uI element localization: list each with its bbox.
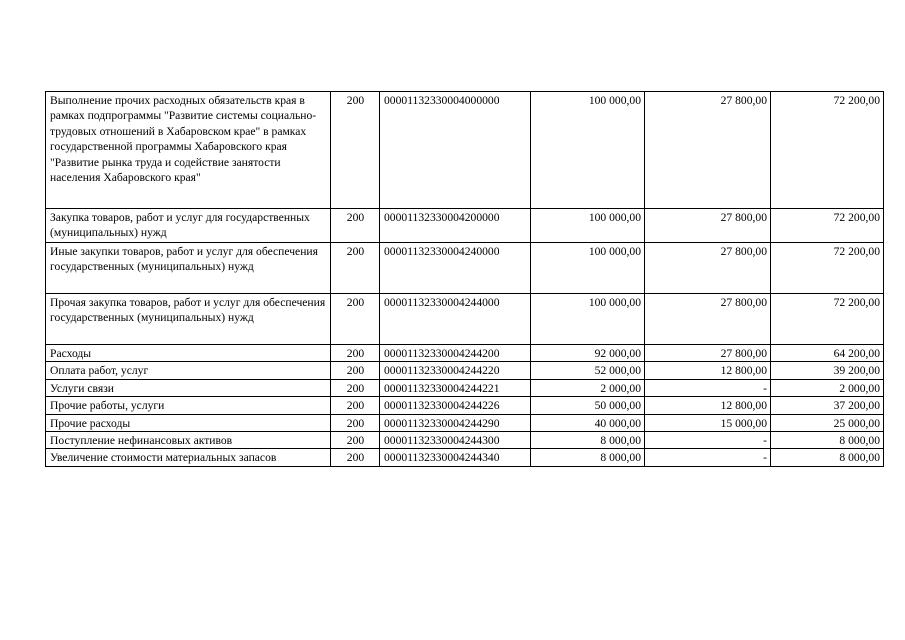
row-name: Услуги связи bbox=[46, 379, 331, 396]
row-kbk: 00001132330004244200 bbox=[380, 345, 531, 362]
row-code: 200 bbox=[331, 243, 380, 294]
row-code: 200 bbox=[331, 362, 380, 379]
table-row bbox=[46, 92, 884, 209]
row-rest: 8 000,00 bbox=[771, 449, 884, 466]
row-kbk: 00001132330004000000 bbox=[380, 92, 531, 209]
row-exec: 27 800,00 bbox=[645, 92, 771, 209]
row-rest: 39 200,00 bbox=[771, 362, 884, 379]
row-name: Расходы bbox=[46, 345, 331, 362]
row-exec: - bbox=[645, 379, 771, 396]
row-code: 200 bbox=[331, 209, 380, 243]
row-rest: 25 000,00 bbox=[771, 414, 884, 431]
row-rest: 72 200,00 bbox=[771, 209, 884, 243]
row-plan: 100 000,00 bbox=[531, 294, 645, 345]
row-name: Поступление нефинансовых активов bbox=[46, 432, 331, 449]
row-plan: 8 000,00 bbox=[531, 449, 645, 466]
row-name: Закупка товаров, работ и услуг для государственных (муниципальных) нужд bbox=[46, 209, 331, 243]
row-name: Прочие работы, услуги bbox=[46, 397, 331, 414]
row-exec: 12 800,00 bbox=[645, 362, 771, 379]
row-kbk: 00001132330004244290 bbox=[380, 414, 531, 431]
row-code: 200 bbox=[331, 345, 380, 362]
row-rest: 2 000,00 bbox=[771, 379, 884, 396]
row-code: 200 bbox=[331, 449, 380, 466]
row-name: Увеличение стоимости материальных запасов bbox=[46, 449, 331, 466]
row-rest: 37 200,00 bbox=[771, 397, 884, 414]
table-row bbox=[46, 432, 884, 449]
row-name: Прочие расходы bbox=[46, 414, 331, 431]
table-row bbox=[46, 397, 884, 414]
row-name: Иные закупки товаров, работ и услуг для обеспечения государственных (муниципальных) нужд bbox=[46, 243, 331, 294]
row-plan: 100 000,00 bbox=[531, 209, 645, 243]
row-rest: 72 200,00 bbox=[771, 243, 884, 294]
row-exec: 15 000,00 bbox=[645, 414, 771, 431]
row-kbk: 00001132330004244340 bbox=[380, 449, 531, 466]
row-exec: 27 800,00 bbox=[645, 294, 771, 345]
table-row bbox=[46, 345, 884, 362]
row-plan: 92 000,00 bbox=[531, 345, 645, 362]
row-code: 200 bbox=[331, 294, 380, 345]
table-row bbox=[46, 209, 884, 243]
row-plan: 50 000,00 bbox=[531, 397, 645, 414]
table-row bbox=[46, 379, 884, 396]
row-kbk: 00001132330004244226 bbox=[380, 397, 531, 414]
row-rest: 72 200,00 bbox=[771, 294, 884, 345]
row-exec: 27 800,00 bbox=[645, 345, 771, 362]
row-code: 200 bbox=[331, 414, 380, 431]
table-row bbox=[46, 294, 884, 345]
row-rest: 8 000,00 bbox=[771, 432, 884, 449]
row-kbk: 00001132330004200000 bbox=[380, 209, 531, 243]
row-kbk: 00001132330004244300 bbox=[380, 432, 531, 449]
row-name: Оплата работ, услуг bbox=[46, 362, 331, 379]
table-row bbox=[46, 362, 884, 379]
row-code: 200 bbox=[331, 92, 380, 209]
row-plan: 52 000,00 bbox=[531, 362, 645, 379]
table-row bbox=[46, 243, 884, 294]
row-kbk: 00001132330004244220 bbox=[380, 362, 531, 379]
row-plan: 40 000,00 bbox=[531, 414, 645, 431]
row-kbk: 00001132330004240000 bbox=[380, 243, 531, 294]
row-plan: 8 000,00 bbox=[531, 432, 645, 449]
row-exec: 27 800,00 bbox=[645, 243, 771, 294]
table-body bbox=[46, 92, 884, 467]
row-code: 200 bbox=[331, 432, 380, 449]
row-name: Прочая закупка товаров, работ и услуг для обеспечения государственных (муниципальных) нужд bbox=[46, 294, 331, 345]
row-plan: 100 000,00 bbox=[531, 92, 645, 209]
row-plan: 2 000,00 bbox=[531, 379, 645, 396]
row-code: 200 bbox=[331, 379, 380, 396]
row-rest: 72 200,00 bbox=[771, 92, 884, 209]
row-code: 200 bbox=[331, 397, 380, 414]
table-row bbox=[46, 414, 884, 431]
row-exec: 27 800,00 bbox=[645, 209, 771, 243]
row-exec: 12 800,00 bbox=[645, 397, 771, 414]
row-kbk: 00001132330004244221 bbox=[380, 379, 531, 396]
table-row bbox=[46, 449, 884, 466]
row-plan: 100 000,00 bbox=[531, 243, 645, 294]
row-exec: - bbox=[645, 449, 771, 466]
row-exec: - bbox=[645, 432, 771, 449]
row-name: Выполнение прочих расходных обязательств края в рамках подпрограммы "Развитие системы социально-трудовых отношений в Хабаровском крае" в рамках государственной программы Хабаровского края "Развитие рынка труда и содействие занятости населения Хабаровского края" bbox=[46, 92, 331, 209]
row-rest: 64 200,00 bbox=[771, 345, 884, 362]
budget-execution-table bbox=[45, 91, 884, 467]
row-kbk: 00001132330004244000 bbox=[380, 294, 531, 345]
